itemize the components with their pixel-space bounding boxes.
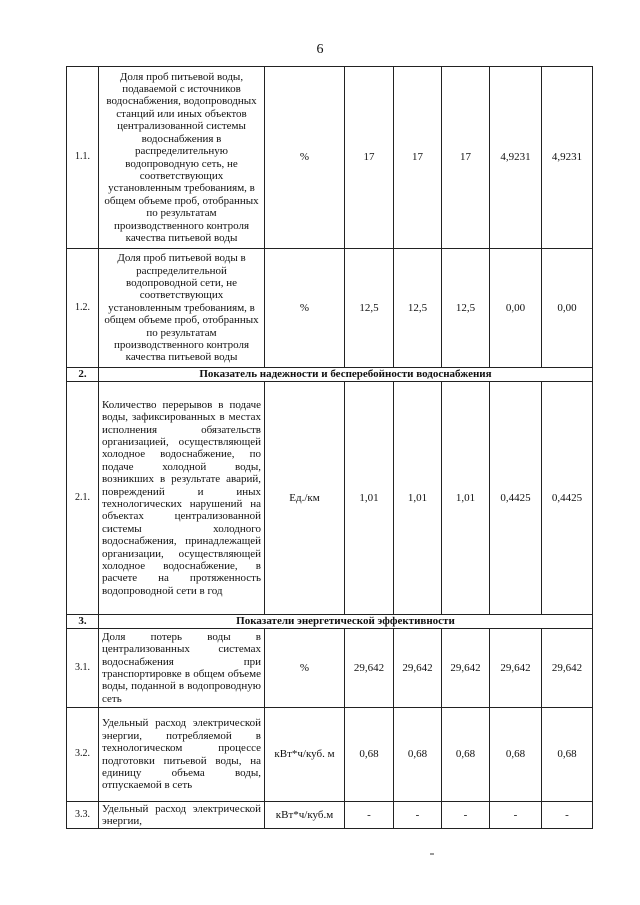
value-cell: 29,642 — [394, 629, 442, 708]
table-row — [67, 708, 593, 802]
value-cell: 0,00 — [542, 249, 593, 368]
section-number: 2. — [67, 368, 99, 382]
unit-cell: кВт*ч/куб. м — [265, 708, 345, 802]
indicator-description: Удельный расход электрической энергии, — [99, 802, 265, 829]
row-number: 2.1. — [67, 382, 99, 615]
row-number: 1.2. — [67, 249, 99, 368]
value-cell: 29,642 — [542, 629, 593, 708]
value-cell: 0,68 — [442, 708, 490, 802]
unit-cell: кВт*ч/куб.м — [265, 802, 345, 829]
section-title: Показатели энергетической эффективности — [99, 615, 593, 629]
value-cell: 17 — [442, 67, 490, 249]
value-cell: - — [442, 802, 490, 829]
value-cell: 29,642 — [442, 629, 490, 708]
value-cell: 4,9231 — [490, 67, 542, 249]
indicator-description: Доля проб питьевой воды в распределительной водопроводной сети, не соответствующих установленным требованиям, в общем объеме проб, отобранных по результатам производственного контроля качества питьевой воды — [99, 249, 265, 368]
value-cell: 29,642 — [345, 629, 394, 708]
value-cell: 0,4425 — [490, 382, 542, 615]
value-cell: 0,68 — [394, 708, 442, 802]
row-number: 3.2. — [67, 708, 99, 802]
value-cell: - — [542, 802, 593, 829]
value-cell: - — [394, 802, 442, 829]
table-row — [67, 802, 593, 829]
indicator-description: Удельный расход электрической энергии, потребляемой в технологическом процессе подготовки питьевой воды, на единицу объема воды, отпускаемой в сеть — [99, 708, 265, 802]
table-row — [67, 67, 593, 249]
section-header-row — [67, 368, 593, 382]
value-cell: 0,00 — [490, 249, 542, 368]
indicator-description: Доля потерь воды в централизованных системах водоснабжения при транспортировке в общем объеме воды, поданной в водопроводную сеть — [99, 629, 265, 708]
table-row — [67, 629, 593, 708]
value-cell: 17 — [345, 67, 394, 249]
section-title: Показатель надежности и бесперебойности водоснабжения — [99, 368, 593, 382]
value-cell: 12,5 — [345, 249, 394, 368]
value-cell: 0,68 — [542, 708, 593, 802]
value-cell: 1,01 — [394, 382, 442, 615]
unit-cell: Ед./км — [265, 382, 345, 615]
indicator-description: Количество перерывов в подаче воды, зафиксированных в местах исполнения обязательств организацией, осуществляющей холодное водоснабжение, по подаче холодной воды, возникших в результате аварий, повреждений и иных технологических нарушений на объектах централизованной системы холодного водоснабжения, принадлежащей организации, осуществляющей холодное водоснабжение, в расчете на протяженность водопроводной сети в год — [99, 382, 265, 615]
value-cell: 12,5 — [442, 249, 490, 368]
unit-cell: % — [265, 629, 345, 708]
value-cell: 4,9231 — [542, 67, 593, 249]
unit-cell: % — [265, 249, 345, 368]
value-cell: 29,642 — [490, 629, 542, 708]
value-cell: 1,01 — [442, 382, 490, 615]
table-row — [67, 382, 593, 615]
value-cell: 1,01 — [345, 382, 394, 615]
value-cell: 0,68 — [345, 708, 394, 802]
value-cell: 0,4425 — [542, 382, 593, 615]
unit-cell: % — [265, 67, 345, 249]
section-header-row — [67, 615, 593, 629]
value-cell: 0,68 — [490, 708, 542, 802]
scan-speck — [430, 853, 434, 855]
row-number: 3.1. — [67, 629, 99, 708]
indicator-description: Доля проб питьевой воды, подаваемой с источников водоснабжения, водопроводных станций или иных объектов централизованной системы водоснабжения в распределительную водопроводную сеть, не соответствующих установленным требованиям, в общем объеме проб, отобранных по результатам производственного контроля качества питьевой воды — [99, 67, 265, 249]
row-number: 3.3. — [67, 802, 99, 829]
value-cell: - — [490, 802, 542, 829]
value-cell: 17 — [394, 67, 442, 249]
value-cell: - — [345, 802, 394, 829]
table-row — [67, 249, 593, 368]
value-cell: 12,5 — [394, 249, 442, 368]
indicators-table — [66, 66, 593, 829]
section-number: 3. — [67, 615, 99, 629]
row-number: 1.1. — [67, 67, 99, 249]
page-number: 6 — [316, 42, 324, 57]
